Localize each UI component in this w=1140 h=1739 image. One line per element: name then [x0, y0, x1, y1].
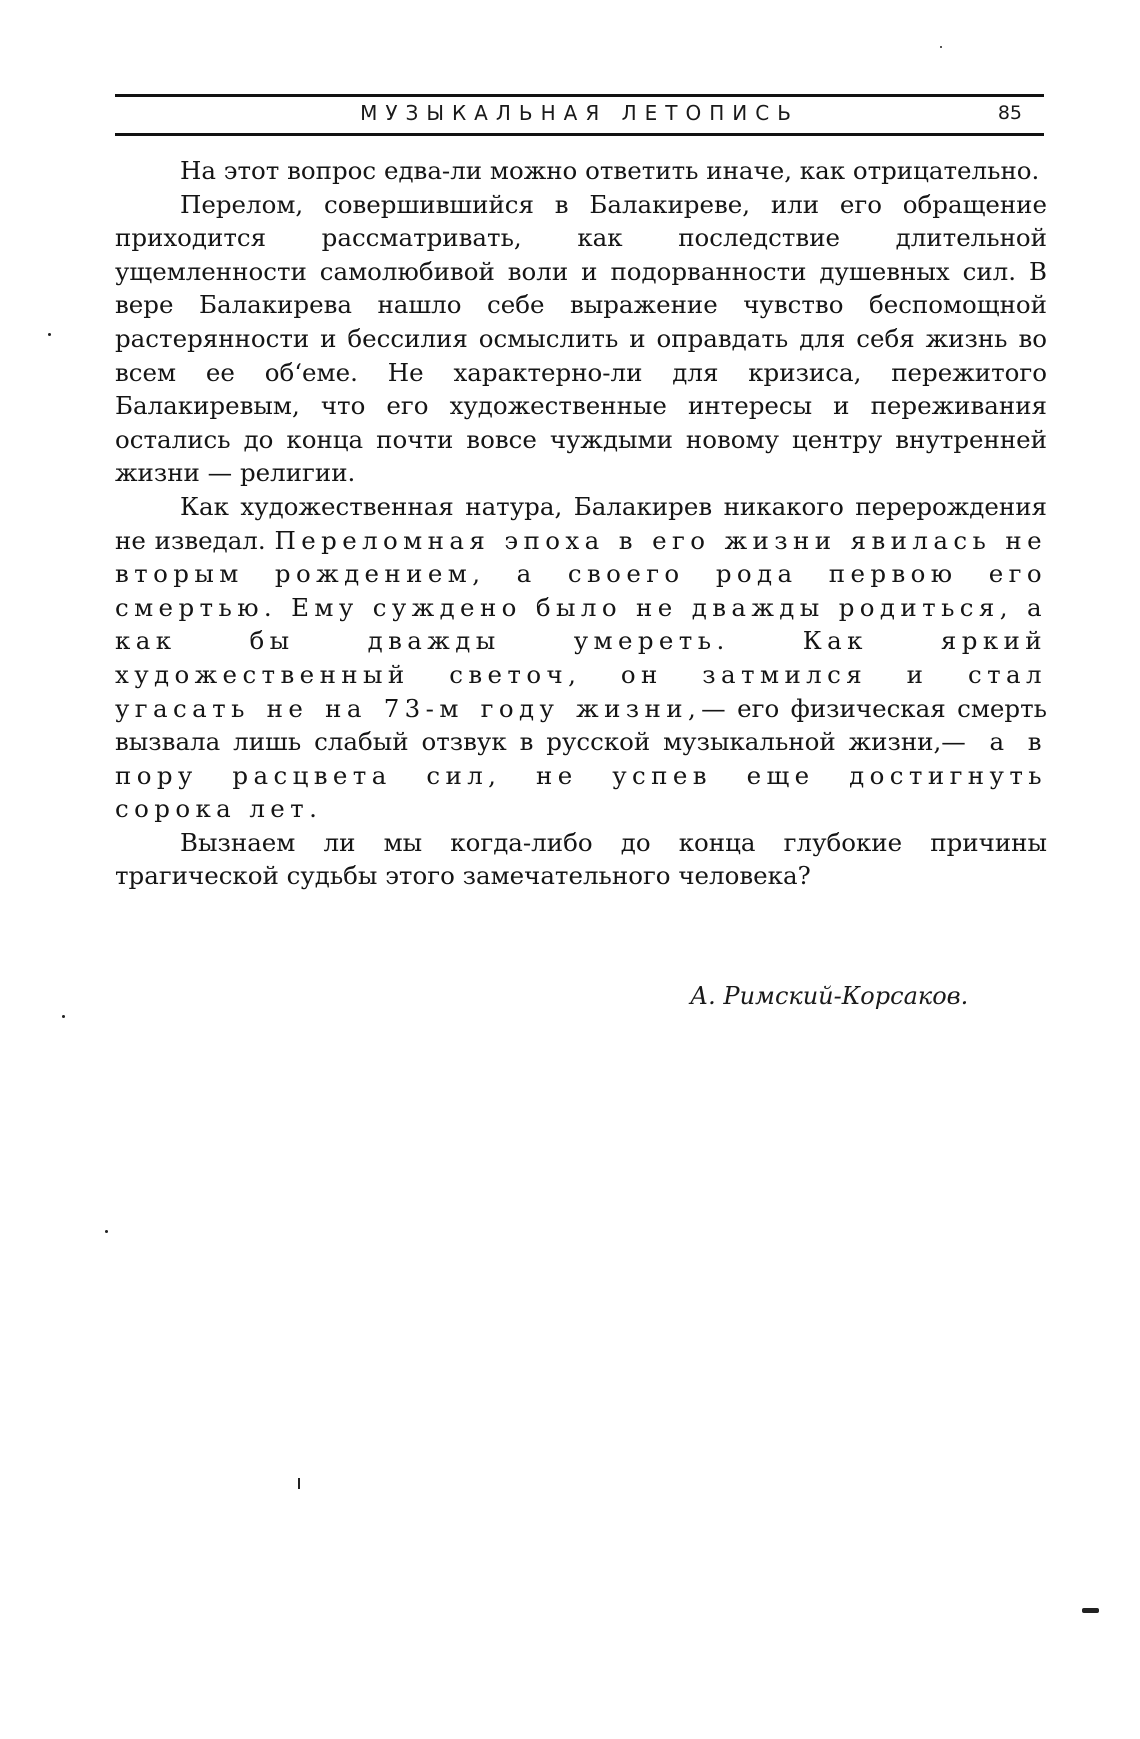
- page-number: 85: [997, 102, 1022, 124]
- paragraph-2: Перелом, совершившийся в Балакиреве, или его обращение приходится рассматривать, как последствие длительной ущемленности самолюбивой воли и подорванности душевных сил. В вере Балакирева нашло себе выражение чувство беспомощной растерянности и бессилия осмыслить и оправдать для себя жизнь во всем ее об‘еме. Не характерно-ли для кризиса, пережитого Балакиревым, что его художественные интересы и переживания остались до конца почти вовсе чуждыми новому центру внутренней жизни — религии.: [115, 189, 1047, 488]
- paragraph-3: [115, 490, 1047, 826]
- paragraph-3-spaced-part: Переломная эпоха в его жизни явилась не вторым рождением, а своего рода первою его смертью. Ему суждено было не дважды родиться, а как бы дважды умереть. Как яркий художественный светоч, он затмился и стал угасать не на 73-м году жизни,: [115, 525, 1047, 723]
- scan-speck: [940, 46, 942, 48]
- scan-speck: [298, 1478, 300, 1489]
- scan-speck: [62, 1015, 65, 1018]
- paragraph-3-spaced-ending: — а в пору расцвета сил, не успев еще достигнуть сорока лет.: [115, 727, 1047, 824]
- scan-speck: [1082, 1608, 1099, 1613]
- scan-speck: [48, 333, 51, 336]
- scan-speck: [105, 1230, 108, 1233]
- running-header: [115, 94, 1044, 136]
- author-signature: А. Римский-Корсаков.: [690, 982, 969, 1010]
- journal-title: МУЗЫКАЛЬНАЯ ЛЕТОПИСЬ: [360, 101, 799, 125]
- paragraph-1: На этот вопрос едва-ли можно ответить иначе, как отрицательно.: [180, 156, 1040, 185]
- paragraph-4: Вызнаем ли мы когда-либо до конца глубокие причины трагической судьбы этого замечательного человека?: [115, 827, 1047, 891]
- paragraph-3-part-2: — его физическая смерть вызвала лишь слабый отзвук в русской музыкальной жизни,: [115, 693, 1047, 757]
- article-body: [115, 154, 1047, 893]
- paragraph-3-part-1: Как художественная натура, Балакирев никакого перерождения не изведал.: [115, 491, 1047, 555]
